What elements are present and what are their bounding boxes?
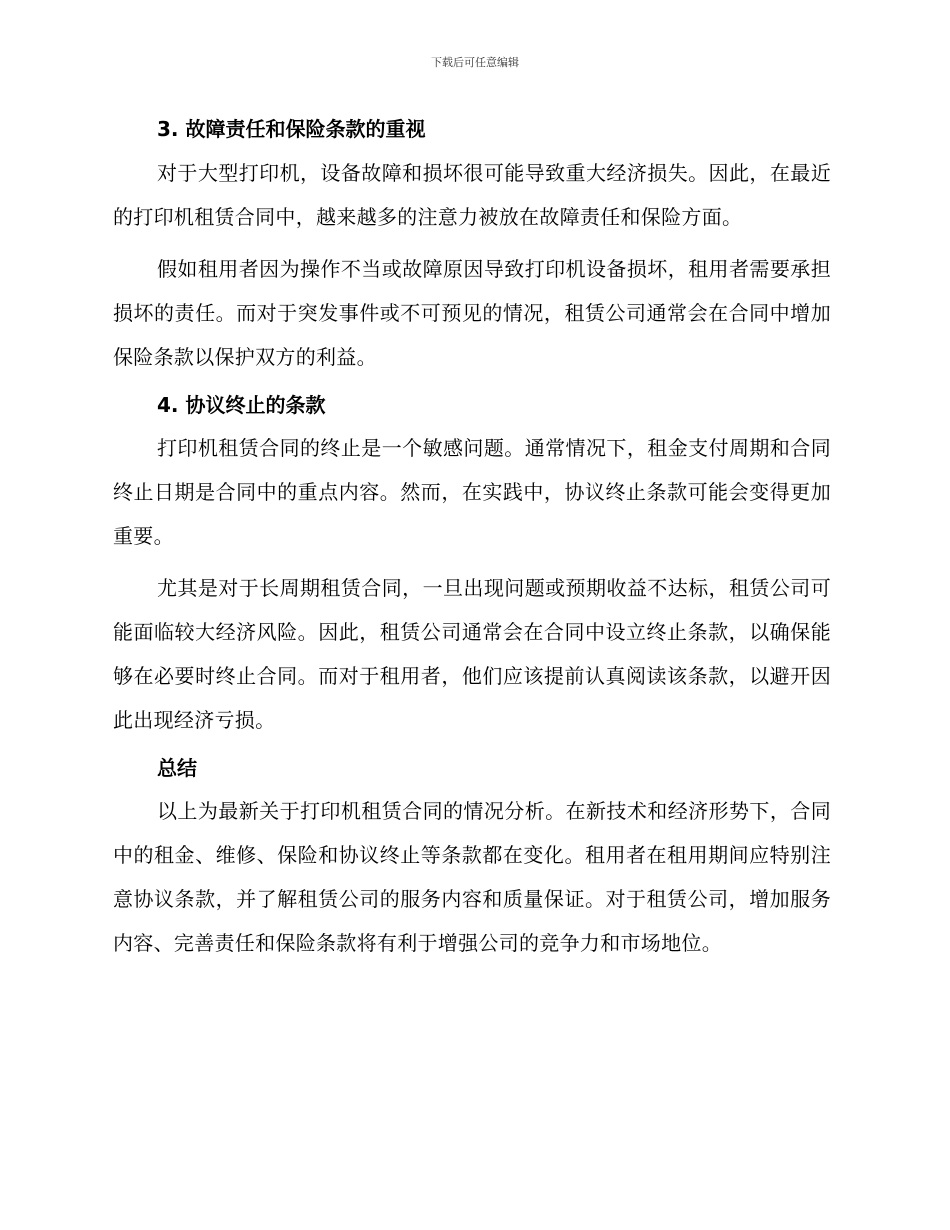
section-heading-summary: 总结 [157, 756, 197, 780]
paragraph: 打印机租赁合同的终止是一个敏感问题。通常情况下，租金支付周期和合同终止日期是合同中的重点内容。然而，在实践中，协议终止条款可能会变得更加重要。 [113, 436, 831, 548]
page-header: 下载后可任意编辑 [431, 56, 519, 69]
paragraph: 对于大型打印机，设备故障和损坏很可能导致重大经济损失。因此，在最近的打印机租赁合同中，越来越多的注意力被放在故障责任和保险方面。 [113, 161, 831, 229]
paragraph: 尤其是对于长周期租赁合同，一旦出现问题或预期收益不达标，租赁公司可能面临较大经济风险。因此，租赁公司通常会在合同中设立终止条款，以确保能够在必要时终止合同。而对于租用者，他们应该提前认真阅读该条款，以避开因此出现经济亏损。 [113, 576, 831, 732]
paragraph: 假如租用者因为操作不当或故障原因导致打印机设备损坏，租用者需要承担损坏的责任。而对于突发事件或不可预见的情况，租赁公司通常会在合同中增加保险条款以保护双方的利益。 [113, 257, 831, 369]
document-body [113, 112, 831, 965]
paragraph: 以上为最新关于打印机租赁合同的情况分析。在新技术和经济形势下，合同中的租金、维修、保险和协议终止等条款都在变化。租用者在租用期间应特别注意协议条款，并了解租赁公司的服务内容和质量保证。对于租赁公司，增加服务内容、完善责任和保险条款将有利于增强公司的竞争力和市场地位。 [113, 799, 831, 955]
section-heading-termination: 4. 协议终止的条款 [157, 393, 326, 417]
section-heading-fault-insurance: 3. 故障责任和保险条款的重视 [157, 117, 426, 141]
